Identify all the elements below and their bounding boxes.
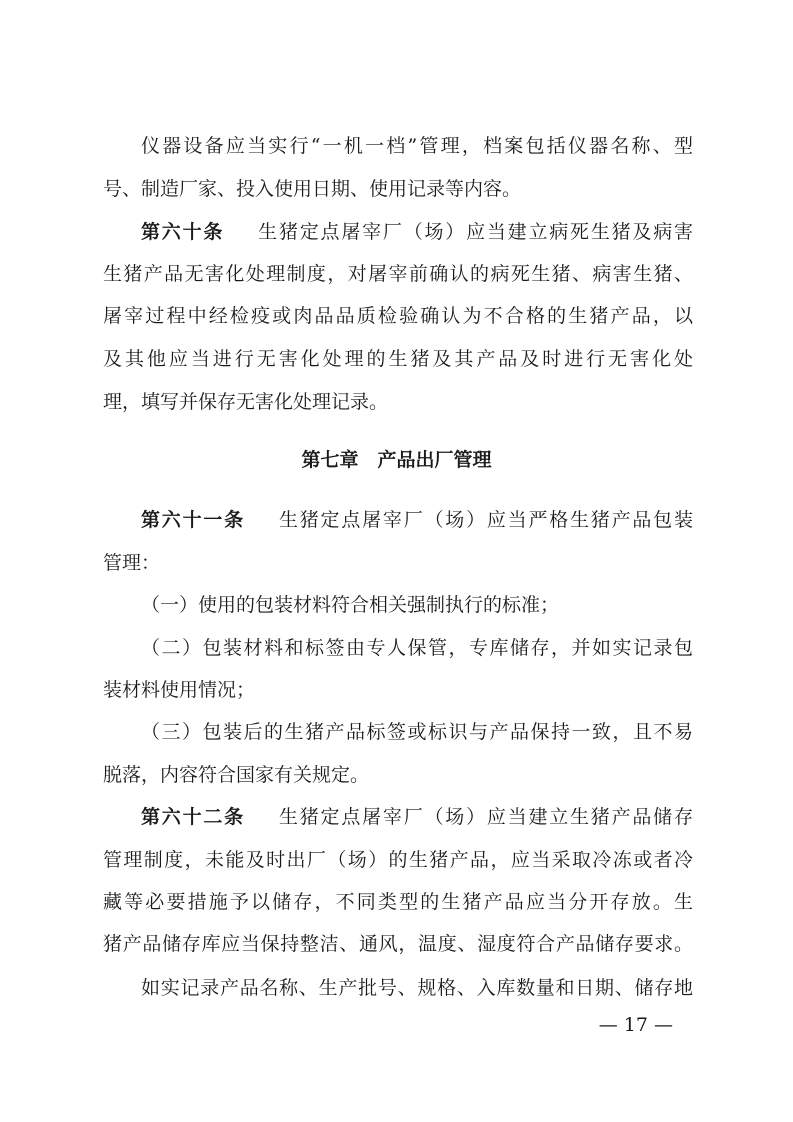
text-line <box>103 390 693 414</box>
line-text: 脱落，内容符合国家有关规定。 <box>103 764 370 786</box>
line-text: 生猪定点屠宰厂（场）应当建立生猪产品储存 <box>278 806 693 828</box>
text-line <box>141 976 693 1000</box>
article-number: 第六十二条 <box>141 806 245 828</box>
text-line <box>103 262 693 286</box>
text-line <box>103 932 693 956</box>
line-text: （一）使用的包装材料符合相关强制执行的标准； <box>141 594 560 616</box>
article-number: 第六十一条 <box>141 509 245 531</box>
line-text: 如实记录产品名称、生产批号、规格、入库数量和日期、储存地 <box>141 977 693 999</box>
article-number: 第六十条 <box>141 221 225 243</box>
line-text: （二）包装材料和标签由专人保管，专库储存，并如实记录包 <box>141 637 693 659</box>
line-text: 管理制度，未能及时出厂（场）的生猪产品，应当采取冷冻或者冷 <box>103 849 693 871</box>
article-line <box>141 220 693 244</box>
line-text: 号、制造厂家、投入使用日期、使用记录等内容。 <box>103 178 522 200</box>
line-text: 生猪定点屠宰厂（场）应当建立病死生猪及病害 <box>258 221 693 243</box>
line-text: 屠宰过程中经检疫或肉品品质检验确认为不合格的生猪产品，以 <box>103 305 693 327</box>
text-line <box>141 134 693 158</box>
article-line <box>141 805 693 829</box>
line-text: 管理： <box>103 552 161 574</box>
text-line <box>103 848 693 872</box>
line-text: 生猪定点屠宰厂（场）应当严格生猪产品包装 <box>278 509 693 531</box>
line-text: 及其他应当进行无害化处理的生猪及其产品及时进行无害化处 <box>103 348 693 370</box>
line-text: 生猪产品无害化处理制度，对屠宰前确认的病死生猪、病害生猪、 <box>103 263 693 285</box>
page-number: — 17 — <box>598 1014 673 1036</box>
text-line <box>103 177 693 201</box>
text-line <box>103 678 693 702</box>
line-text: （三）包装后的生猪产品标签或标识与产品保持一致，且不易 <box>141 721 693 743</box>
text-line <box>141 720 693 744</box>
text-line <box>103 347 693 371</box>
line-text: 仪器设备应当实行“一机一档”管理，档案包括仪器名称、型 <box>141 135 693 157</box>
line-text: 理，填写并保存无害化处理记录。 <box>103 391 389 413</box>
text-line <box>103 763 693 787</box>
line-text: 藏等必要措施予以储存，不同类型的生猪产品应当分开存放。生 <box>103 891 693 913</box>
article-line <box>141 508 693 532</box>
line-text: 装材料使用情况； <box>103 679 256 701</box>
chapter-heading: 第七章 产品出厂管理 <box>301 449 492 471</box>
text-line <box>103 304 693 328</box>
text-line <box>103 551 693 575</box>
text-line <box>103 890 693 914</box>
text-line <box>141 593 693 617</box>
text-line <box>141 636 693 660</box>
line-text: 猪产品储存库应当保持整洁、通风，温度、湿度符合产品储存要求。 <box>103 933 693 955</box>
